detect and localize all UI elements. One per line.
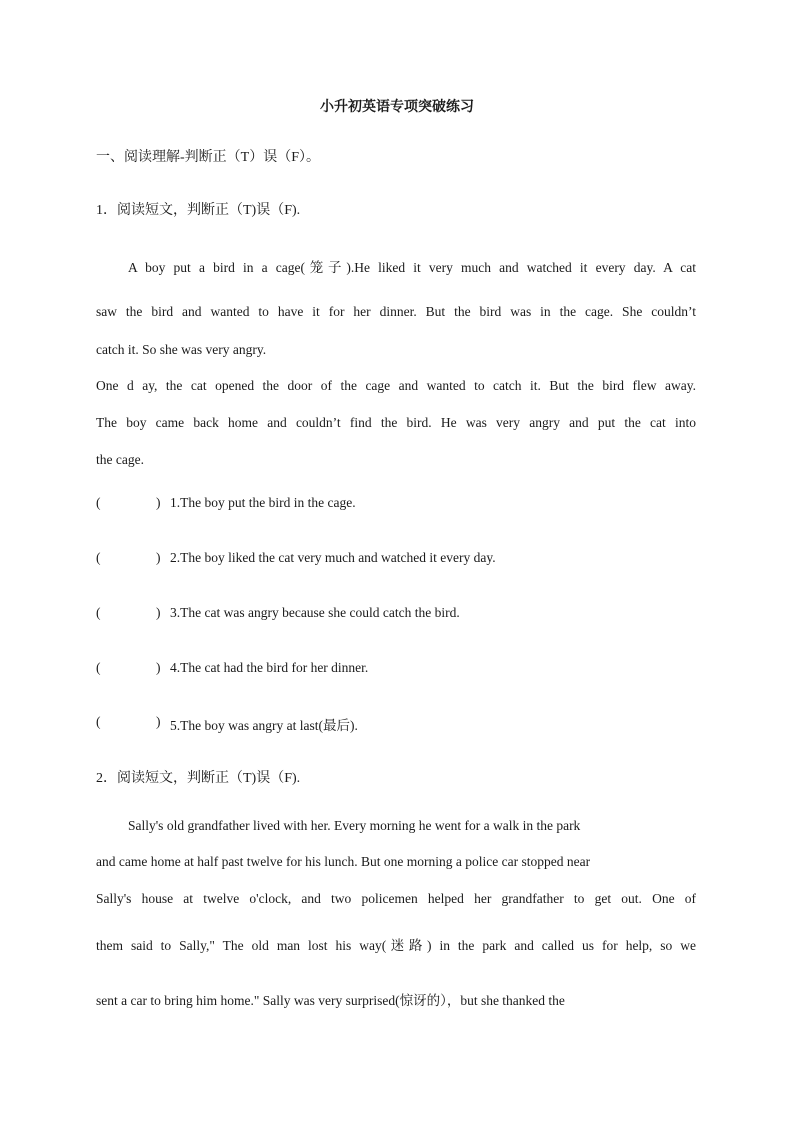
question-1-heading: 1．阅读短文，判断正（T)误（F). <box>96 203 301 218</box>
section-heading: 一、阅读理解-判断正（T）误（F）。 <box>96 150 320 165</box>
answer-blank-open[interactable]: ( <box>96 714 101 729</box>
statement-text: 4.The cat had the bird for her dinner. <box>170 660 369 675</box>
passage-1-line: the cage. <box>96 452 144 467</box>
answer-blank-close: ) <box>156 605 161 620</box>
answer-blank-open[interactable]: ( <box>96 660 101 675</box>
passage-2-line: Sally's house at twelve o'clock, and two policemen helped her grandfather to get out. One of <box>96 891 696 906</box>
passage-2-line: them said to Sally," The old man lost his way(迷路) in the park and called us for help, so we <box>96 938 696 953</box>
passage-2-line: and came home at half past twelve for his lunch. But one morning a police car stopped near <box>96 854 591 869</box>
answer-blank-close: ) <box>156 660 161 675</box>
statement-text: 5.The boy was angry at last(最后). <box>170 718 358 733</box>
answer-blank-open[interactable]: ( <box>96 605 101 620</box>
statement-text: 3.The cat was angry because she could catch the bird. <box>170 605 460 620</box>
passage-1-line: saw the bird and wanted to have it for her dinner. But the bird was in the cage. She couldn’t <box>96 304 696 319</box>
passage-1-line: catch it. So she was very angry. <box>96 342 267 357</box>
statement-text: 1.The boy put the bird in the cage. <box>170 495 356 510</box>
question-2-heading: 2．阅读短文，判断正（T)误（F). <box>96 771 301 786</box>
answer-blank-open[interactable]: ( <box>96 550 101 565</box>
answer-blank-open[interactable]: ( <box>96 495 101 510</box>
document-title: 小升初英语专项突破练习 <box>320 100 474 115</box>
passage-2-line: sent a car to bring him home." Sally was very surprised(惊讶的），but she thanked the <box>96 993 565 1008</box>
passage-2-line: Sally's old grandfather lived with her. Every morning he went for a walk in the park <box>128 818 581 833</box>
answer-blank-close: ) <box>156 495 161 510</box>
answer-blank-close: ) <box>156 550 161 565</box>
passage-1-line: One d ay, the cat opened the door of the cage and wanted to catch it. But the bird flew away. <box>96 378 696 393</box>
answer-blank-close: ) <box>156 714 161 729</box>
passage-1-line: A boy put a bird in a cage(笼子).He liked it very much and watched it every day. A cat <box>128 260 696 275</box>
passage-1-line: The boy came back home and couldn’t find the bird. He was very angry and put the cat into <box>96 415 696 430</box>
statement-text: 2.The boy liked the cat very much and watched it every day. <box>170 550 496 565</box>
